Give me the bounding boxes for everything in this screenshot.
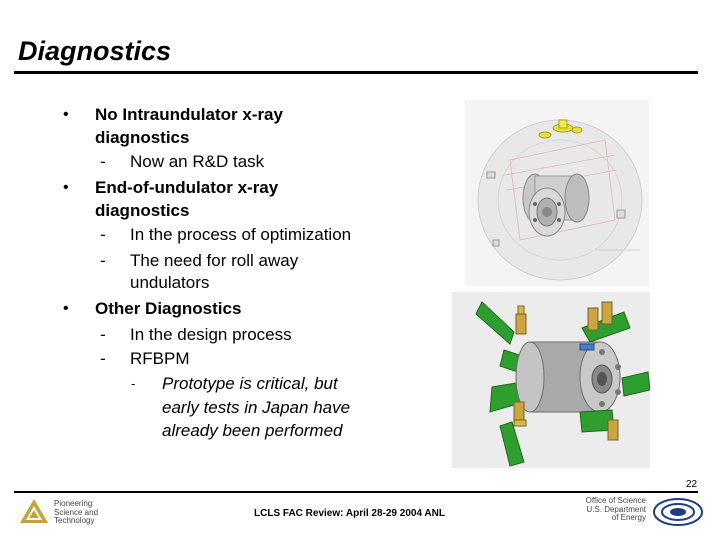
page-number: 22: [686, 479, 698, 490]
argonne-logo-icon: [19, 498, 49, 524]
sub-sub-bullet-c: already been performed: [162, 421, 343, 440]
footer-right-line: of Energy: [611, 513, 646, 522]
dash-marker: -: [100, 349, 106, 368]
dash-marker: -: [100, 325, 106, 344]
bullet-marker: •: [63, 300, 69, 317]
dash-marker-small: -: [131, 376, 136, 391]
sub-bullet-2-1: In the process of optimization: [130, 225, 352, 244]
footer-center-text: LCLS FAC Review: April 28-29 2004 ANL: [254, 508, 445, 519]
bullet-marker: •: [63, 179, 69, 196]
sub-sub-bullet-b: early tests in Japan have: [162, 398, 351, 417]
title-underline: [14, 71, 698, 74]
doe-office-of-science-logo-icon: [652, 497, 704, 527]
footer-right-text: [560, 497, 646, 523]
footer-right-line: Office of Science: [585, 496, 646, 505]
bullet-text-2a: End-of-undulator x-ray: [95, 178, 279, 197]
slide-title: Diagnostics: [18, 36, 172, 66]
sub-bullet-2-2a: The need for roll away: [130, 251, 299, 270]
sub-bullet-3-2: RFBPM: [130, 349, 190, 368]
sub-bullet-3-1: In the design process: [130, 325, 292, 344]
footer-left-text: [54, 500, 98, 526]
cad-diagnostic-chamber-image: [465, 100, 649, 286]
bullet-text-1b: diagnostics: [95, 128, 190, 147]
bullet-marker: •: [63, 106, 69, 123]
sub-bullet-2-2b: undulators: [130, 273, 210, 292]
bullet-text-1a: No Intraundulator x-ray: [95, 105, 283, 124]
sub-sub-bullet-a: Prototype is critical, but: [162, 374, 338, 393]
footer-left-line: Technology: [54, 516, 95, 525]
footer-rule: [14, 491, 698, 493]
dash-marker: -: [100, 251, 106, 270]
dash-marker: -: [100, 225, 106, 244]
footer-right-line: U.S. Department: [586, 504, 646, 514]
sub-bullet-1-1: Now an R&D task: [130, 152, 265, 171]
footer-left-line: Science and: [54, 507, 99, 517]
footer-left-line: Pioneering: [54, 499, 93, 508]
bullet-text-2b: diagnostics: [95, 201, 190, 220]
bullet-text-3: Other Diagnostics: [95, 299, 242, 318]
dash-marker: -: [100, 152, 106, 171]
rfbpm-prototype-image: [452, 292, 650, 468]
